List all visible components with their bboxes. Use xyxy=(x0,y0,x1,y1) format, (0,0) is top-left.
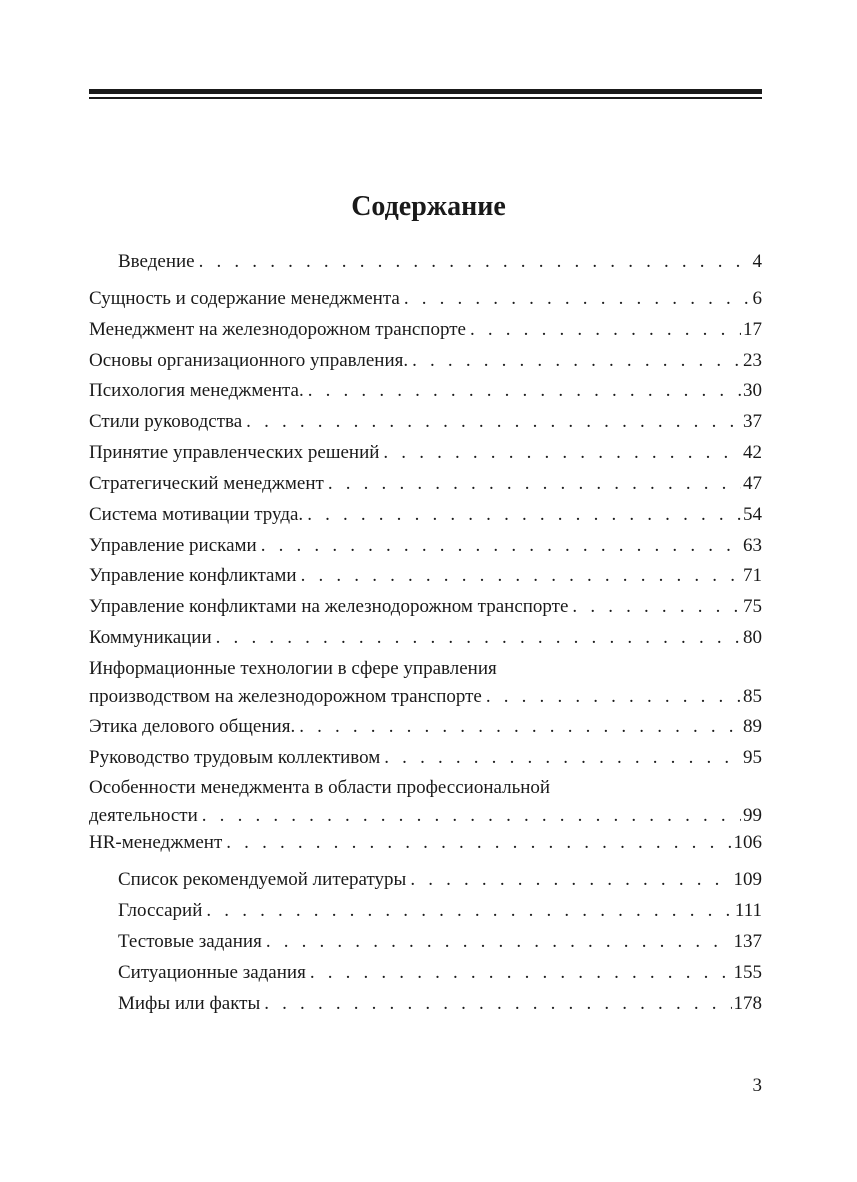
toc-entry-page: 155 xyxy=(733,962,762,983)
toc-dot-leader xyxy=(266,928,732,956)
toc-entry-title: Введение xyxy=(118,251,195,272)
toc-entry[interactable] xyxy=(118,928,762,956)
toc-entry-page: 178 xyxy=(733,993,762,1014)
toc-entry-page: 23 xyxy=(743,350,762,371)
toc-entry-page: 63 xyxy=(743,535,762,556)
toc-entry-page: 6 xyxy=(752,288,762,309)
toc-entry[interactable] xyxy=(89,593,762,621)
toc-dot-leader xyxy=(206,897,733,925)
toc-dot-leader xyxy=(404,285,751,313)
toc-entry-title: Сущность и содержание менеджмента xyxy=(89,288,400,309)
toc-entry-title: Список рекомендуемой литературы xyxy=(118,869,407,890)
toc-entry-page: 54 xyxy=(743,504,762,525)
toc-entry-page: 17 xyxy=(743,319,762,340)
toc-entry[interactable] xyxy=(89,347,762,375)
toc-entry-page: 37 xyxy=(743,411,762,432)
toc-entry[interactable] xyxy=(89,377,762,405)
toc-entry[interactable] xyxy=(89,713,762,741)
toc-dot-leader xyxy=(412,347,741,375)
toc-entry-title: Менеджмент на железнодорожном транспорте xyxy=(89,319,466,340)
toc-entry-title: Руководство трудовым коллективом xyxy=(89,747,381,768)
toc-dot-leader xyxy=(384,744,741,772)
toc-dot-leader xyxy=(410,866,731,894)
toc-entry-page: 85 xyxy=(743,686,762,707)
toc-dot-leader xyxy=(199,248,751,276)
toc-entry[interactable] xyxy=(89,532,762,560)
toc-entry[interactable] xyxy=(89,316,762,344)
toc-entry-page: 80 xyxy=(743,627,762,648)
toc-entry[interactable] xyxy=(118,248,762,276)
toc-entry-title: Стратегический менеджмент xyxy=(89,473,324,494)
toc-entry-title: Информационные технологии в сфере управления xyxy=(89,658,497,679)
toc-entry-page: 95 xyxy=(743,747,762,768)
toc-entry[interactable] xyxy=(89,439,762,467)
toc-dot-leader xyxy=(202,802,741,830)
toc-entry-title: Тестовые задания xyxy=(118,931,262,952)
toc-dot-leader xyxy=(307,501,741,529)
toc-entry[interactable] xyxy=(118,990,762,1018)
toc-entry-title: Принятие управленческих решений xyxy=(89,442,380,463)
toc-entry-page: 75 xyxy=(743,596,762,617)
toc-dot-leader xyxy=(264,990,731,1018)
page-number: 3 xyxy=(752,1075,762,1096)
toc-entry-title: Коммуникации xyxy=(89,627,212,648)
toc-entry-title: Система мотивации труда. xyxy=(89,504,304,525)
toc-entry-title: Управление конфликтами на железнодорожном транспорте xyxy=(89,596,569,617)
toc-entry-title: HR-менеджмент xyxy=(89,832,223,853)
toc-entry-page: 4 xyxy=(752,251,762,272)
toc-entry-title-continued: производством на железнодорожном транспорте xyxy=(89,686,482,707)
toc-entry-page: 47 xyxy=(743,473,762,494)
page-title: Содержание xyxy=(351,191,506,222)
toc-entry-title: Глоссарий xyxy=(118,900,203,921)
toc-entry-title: Ситуационные задания xyxy=(118,962,306,983)
toc-entry[interactable] xyxy=(89,774,762,830)
toc-entry[interactable] xyxy=(89,470,762,498)
toc-entry-title: Этика делового общения. xyxy=(89,716,296,737)
toc-entry-title: Особенности менеджмента в области профессиональной xyxy=(89,777,551,798)
toc-dot-leader xyxy=(486,683,741,711)
toc-entry-page: 109 xyxy=(733,869,762,890)
toc-entry[interactable] xyxy=(118,959,762,987)
toc-dot-leader xyxy=(216,624,741,652)
toc-entry[interactable] xyxy=(89,562,762,590)
toc-entry[interactable] xyxy=(89,624,762,652)
toc-entry-page: 99 xyxy=(743,805,762,826)
toc-entry-page: 111 xyxy=(734,900,762,921)
toc-entry-page: 42 xyxy=(743,442,762,463)
toc-dot-leader xyxy=(301,562,741,590)
toc-entry[interactable] xyxy=(118,866,762,894)
toc-dot-leader xyxy=(572,593,741,621)
toc-entry-page: 30 xyxy=(743,380,762,401)
toc-dot-leader xyxy=(261,532,741,560)
toc-entry-title: Психология менеджмента. xyxy=(89,380,304,401)
toc-entry-title: Стили руководства xyxy=(89,411,243,432)
toc-dot-leader xyxy=(299,713,741,741)
toc-dot-leader xyxy=(310,959,732,987)
toc-dot-leader xyxy=(470,316,741,344)
toc-entry[interactable] xyxy=(89,408,762,436)
toc-dot-leader xyxy=(246,408,741,436)
toc-entry-title-continued: деятельности xyxy=(89,805,198,826)
toc-entry[interactable] xyxy=(89,285,762,313)
toc-dot-leader xyxy=(308,377,741,405)
toc-dot-leader xyxy=(383,439,741,467)
toc-entry-page: 106 xyxy=(733,832,762,853)
toc-entry-title: Основы организационного управления. xyxy=(89,350,409,371)
toc-dot-leader xyxy=(328,470,741,498)
toc-entry-title: Мифы или факты xyxy=(118,993,261,1014)
toc-entry-title: Управление конфликтами xyxy=(89,565,297,586)
toc-entry[interactable] xyxy=(89,655,762,711)
toc-entry[interactable] xyxy=(89,829,762,857)
toc-entry-page: 89 xyxy=(743,716,762,737)
toc-entry[interactable] xyxy=(89,501,762,529)
toc-entry[interactable] xyxy=(118,897,762,925)
toc-entry[interactable] xyxy=(89,744,762,772)
toc-entry-page: 71 xyxy=(743,565,762,586)
toc-entry-title: Управление рисками xyxy=(89,535,257,556)
toc-entry-page: 137 xyxy=(733,931,762,952)
toc-dot-leader xyxy=(226,829,731,857)
